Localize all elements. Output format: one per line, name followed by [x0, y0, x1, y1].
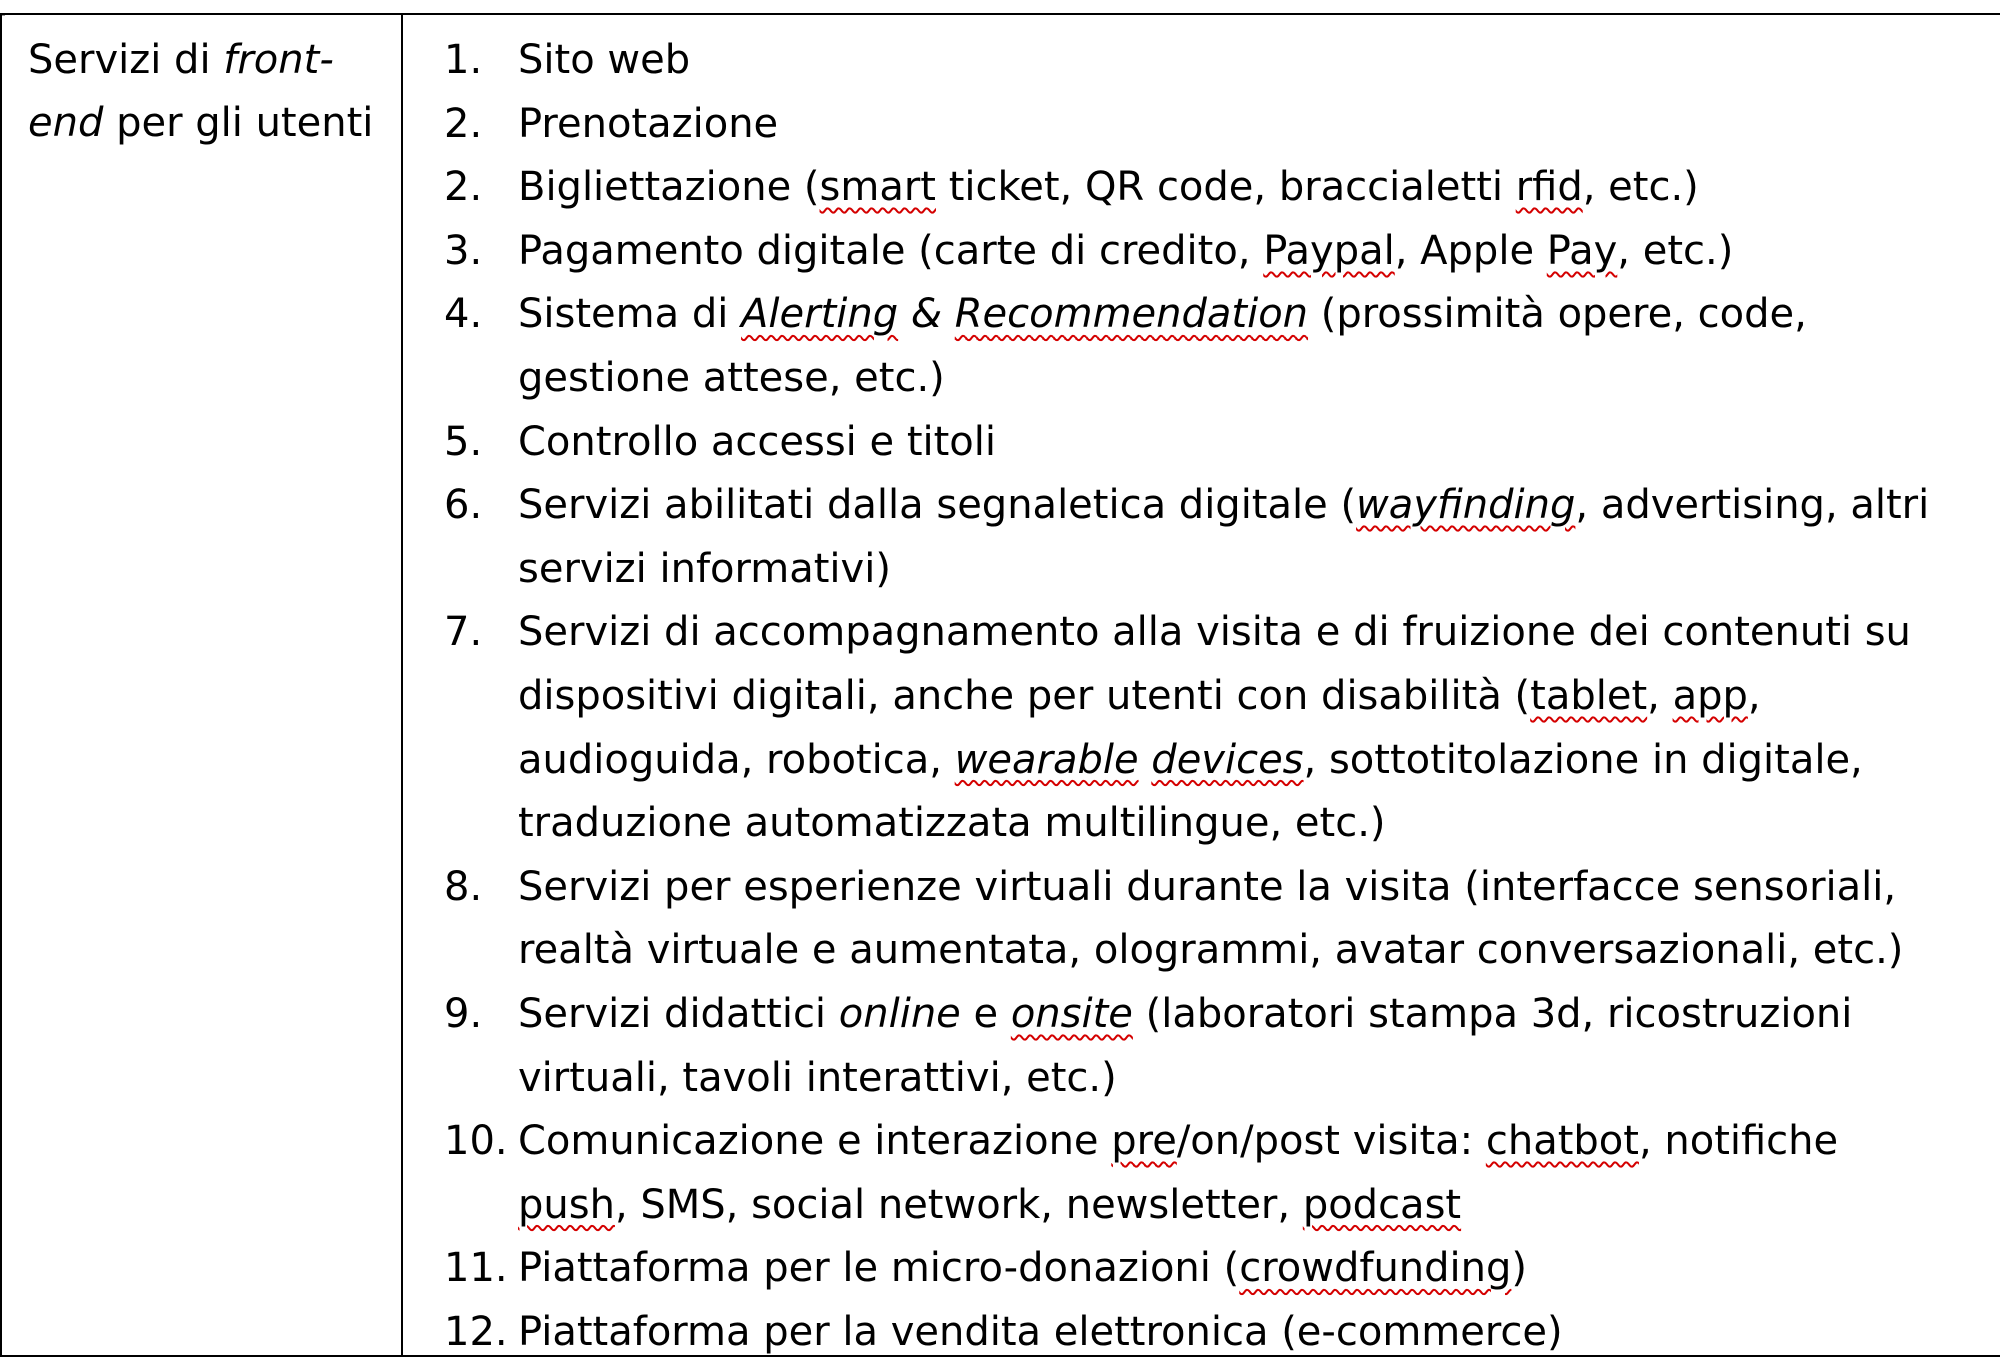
list-item: 12. Piattaforma per la vendita elettronica (e-commerce) — [444, 1308, 1563, 1355]
list-item: 4. Sistema di Alerting & Recommendation (prossimità opere, code, gestione attese, etc.) — [444, 291, 1807, 401]
list-item: 7. Servizi di accompagnamento alla visita e di fruizione dei contenuti su dispositivi digitali, anche per utenti con disabilità (tablet, app, audioguida, robotica, wearable devices, sottotitolazione in digitale, traduzione automatizzata multilingue, etc.) — [444, 609, 1911, 847]
services-list — [440, 29, 1990, 1364]
list-item: 3. Pagamento digitale (carte di credito, Paypal, Apple Pay, etc.) — [444, 227, 1734, 274]
list-item: 2. Bigliettazione (smart ticket, QR code, braccialetti rfid, etc.) — [444, 164, 1699, 211]
document-table — [0, 13, 2000, 1353]
list-item: 10. Comunicazione e interazione pre/on/post visita: chatbot, notifiche push, SMS, social network, newsletter, podcast — [444, 1118, 1839, 1228]
list-item: 8. Servizi per esperienze virtuali durante la visita (interfacce sensoriali, realtà virtuale e aumentata, ologrammi, avatar conversazionali, etc.) — [444, 863, 1904, 974]
table-left-border — [0, 15, 2, 1355]
category-line-1: Servizi di front- — [28, 37, 334, 83]
list-item: 5. Controllo accessi e titoli — [444, 418, 997, 465]
list-item: 2. Prenotazione — [444, 100, 779, 147]
list-item: 6. Servizi abilitati dalla segnaletica digitale (wayfinding, advertising, altri servizi informativi) — [444, 482, 1930, 592]
list-item: 11. Piattaforma per le micro-donazioni (crowdfunding) — [444, 1245, 1527, 1292]
table-column-divider — [401, 15, 403, 1355]
list-item: 9. Servizi didattici online e onsite (laboratori stampa 3d, ricostruzioni virtuali, tavoli interattivi, etc.) — [444, 990, 1853, 1101]
list-item: 1. Sito web — [444, 37, 691, 83]
category-line-2: end per gli utenti — [28, 100, 374, 146]
category-cell — [28, 29, 398, 155]
